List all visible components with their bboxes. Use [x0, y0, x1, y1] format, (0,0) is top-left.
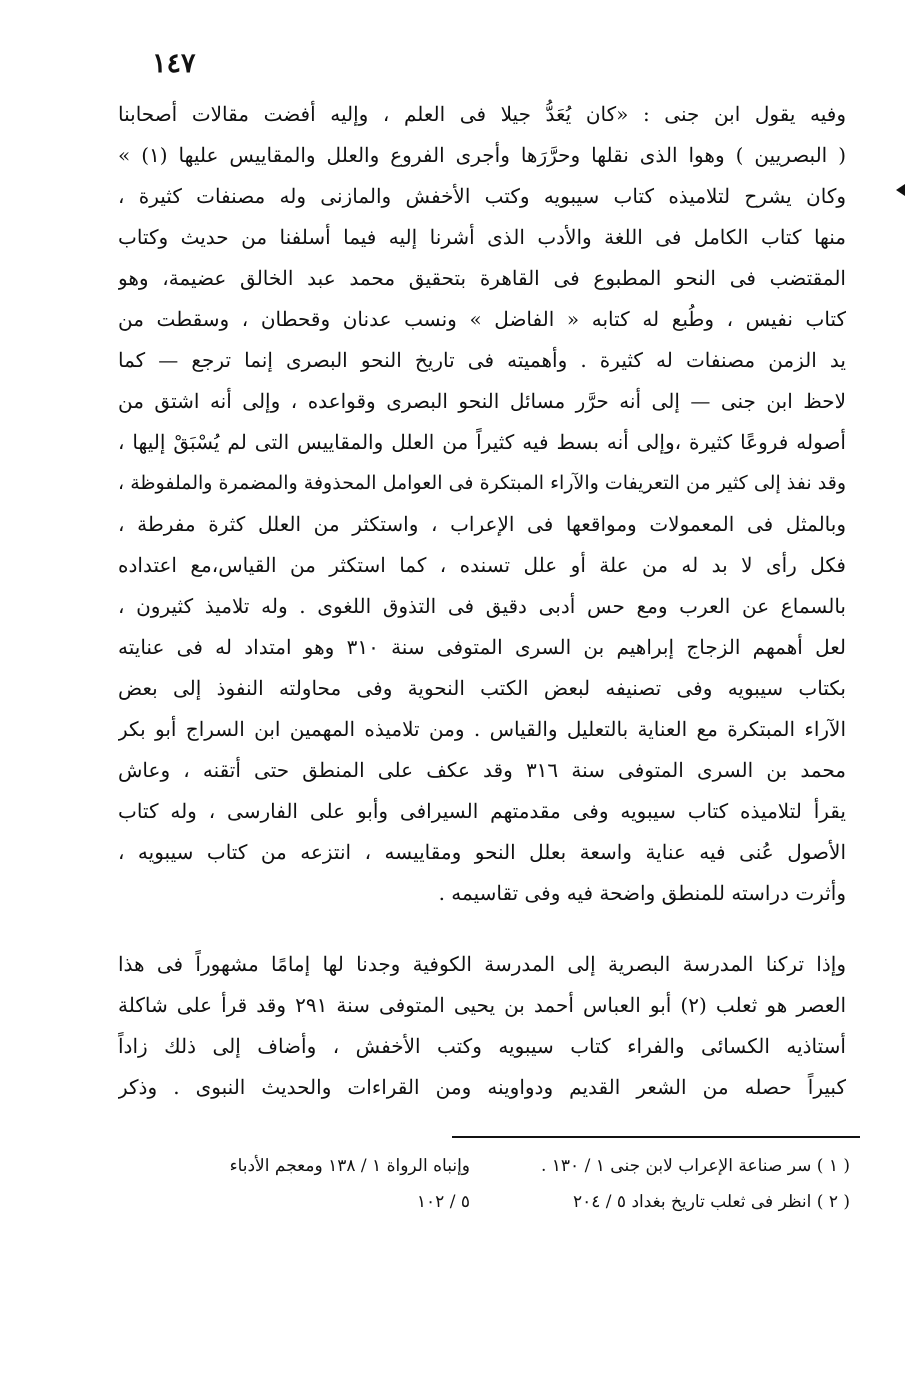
text-line: وأثرت دراسته للمنطق واضحة فيه وفى تقاسيمه .	[438, 881, 846, 905]
text-line: فكل رأى لا بد له من علة أو علل تسنده ، كما استكثر من القياس،مع اعتداده	[118, 553, 846, 577]
text-line: كبيراً حصله من الشعر القديم ودواوينه ومن القراءات والحديث النبوى . وذكر	[118, 1075, 846, 1099]
text-line: كتاب نفيس ، وطُبع له كتابه « الفاضل » ونسب عدنان وقحطان ، وسقطت من	[118, 307, 846, 331]
text-line: لاحظ ابن جنى — إلى أنه حرَّر مسائل النحو البصرى وقواعده ، وإلى أنه اشتق من	[118, 389, 846, 413]
text-line: وكان يشرح لتلاميذه كتاب سيبويه وكتب الأخفش والمازنى وله مصنفات كثيرة ،	[118, 184, 846, 208]
text-line: ( البصريين ) وهوا الذى نقلها وحرَّرَها وأجرى الفروع والعلل والمقاييس عليها (١) »	[118, 143, 846, 167]
text-line: منها كتاب الكامل فى اللغة والأدب الذى أشرنا إليه فيما أسلفنا من حديث وكتاب	[118, 225, 846, 249]
text-line: بالسماع عن العرب ومع حس أدبى دقيق فى التذوق اللغوى . وله تلاميذ كثيرون ،	[118, 594, 846, 618]
text-line: وإذا تركنا المدرسة البصرية إلى المدرسة الكوفية وجدنا لها إمامًا مشهوراً فى هذا	[118, 952, 846, 976]
footnote-2: ( ٢ ) انظر فى ثعلب تاريخ بغداد ٥ / ٢٠٤	[572, 1192, 850, 1212]
text-line: أصوله فروعًا كثيرة ،وإلى أنه بسط فيه كثيراً من العلل والمقاييس التى لم يُسْبَقْ إليها ،	[118, 430, 846, 454]
text-line: بكتاب سيبويه وفى تصنيفه لبعض الكتب النحوية وفى محاولته النفوذ إلى بعض	[118, 676, 846, 700]
text-line: وقد نفذ إلى كثير من التعريفات والآراء المبتكرة فى العوامل المحذوفة والمضمرة والملفوظة ،	[118, 472, 846, 494]
text-line: وفيه يقول ابن جنى : «كان يُعَدُّ جيلا فى العلم ، وإليه أفضت مقالات أصحابنا	[118, 102, 846, 126]
text-line: يقرأ لتلاميذه كتاب سيبويه وفى مقدمتهم السيرافى وأبو على الفارسى ، وله كتاب	[118, 799, 846, 823]
text-line: وبالمثل فى المعمولات ومواقعها فى الإعراب ، واستكثر من العلل كثرة مفرطة ،	[118, 512, 846, 536]
text-line: الأصول عُنى فيه عناية واسعة بعلل النحو ومقاييسه ، انتزعه من كتاب سيبويه ،	[118, 840, 846, 864]
footnote-divider	[452, 1136, 860, 1138]
text-line: المقتضب فى النحو المطبوع فى القاهرة بتحقيق محمد عبد الخالق عضيمة، وهو	[118, 266, 846, 290]
text-line: الآراء المبتكرة مع العناية بالتعليل والقياس . ومن تلاميذه المهمين ابن السراج أبو بكر	[118, 717, 846, 741]
text-line: أستاذيه الكسائى والفراء كتاب سيبويه وكتب الأخفش ، وأضاف إلى ذلك زاداً	[118, 1034, 846, 1058]
page-number: ١٤٧	[152, 48, 196, 79]
text-line: العصر هو ثعلب (٢) أبو العباس أحمد بن يحيى المتوفى سنة ٢٩١ وقد قرأ على شاكلة	[118, 993, 846, 1017]
footnote-1-continued: وإنباه الرواة ١ / ١٣٨ ومعجم الأدباء	[229, 1156, 470, 1176]
text-line: محمد بن السرى المتوفى سنة ٣١٦ وقد عكف على المنطق حتى أتقنه ، وعاش	[118, 758, 846, 782]
text-line: لعل أهمهم الزجاج إبراهيم بن السرى المتوفى سنة ٣١٠ وهو امتداد له فى عنايته	[118, 635, 846, 659]
text-line: يد الزمن مصنفات له كثيرة . وأهميته فى تاريخ النحو البصرى إنما ترجع — كما	[118, 348, 846, 372]
footnote-1: ( ١ ) سر صناعة الإعراب لابن جنى ١ / ١٣٠ .	[540, 1156, 850, 1176]
footnote-1-page-ref: ٥ / ١٠٢	[416, 1192, 470, 1212]
margin-arrow-icon	[896, 184, 905, 196]
